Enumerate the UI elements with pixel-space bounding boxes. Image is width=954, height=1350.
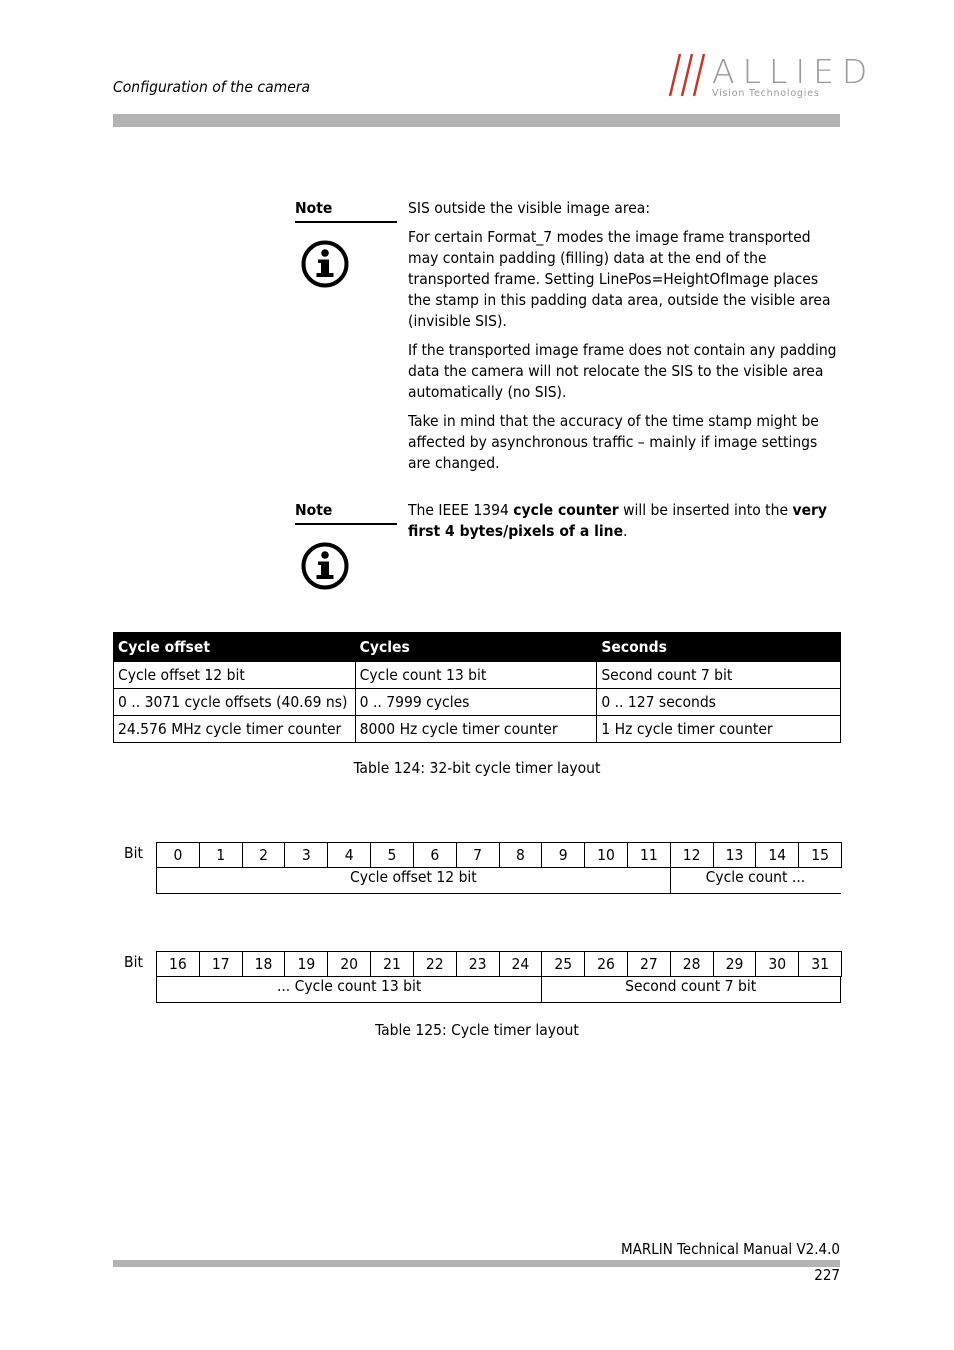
bit-row-label: Bit [124, 953, 143, 971]
table-cell: 0 .. 127 seconds [597, 689, 841, 716]
note-text: . [623, 522, 628, 540]
bit-number-cell: 24 [499, 951, 543, 977]
info-icon [300, 239, 350, 289]
note-paragraph: For certain Format_7 modes the image frame transported may contain padding (filling) data at the end of the transported frame. Setting LinePos=HeightOfImage places the stamp in this padding data area, outside the visible area (invisible SIS). [408, 228, 831, 330]
table-row [114, 662, 841, 689]
bit-number-cell: 13 [713, 842, 757, 868]
note-paragraph: SIS outside the visible image area: [408, 199, 651, 217]
note-text: will be inserted into the [618, 501, 793, 519]
note-paragraph: Take in mind that the accuracy of the time stamp might be affected by asynchronous traffic – mainly if image settings are changed. [408, 412, 819, 472]
note-rule [295, 523, 397, 525]
footer-manual-title: MARLIN Technical Manual V2.4.0 [621, 1240, 840, 1258]
table-cell: 1 Hz cycle timer counter [597, 716, 841, 743]
bit-layout-block-2 [156, 951, 841, 1007]
logo-slashes-icon [668, 52, 712, 100]
bit-number-cell: 0 [156, 842, 200, 868]
bit-number-cell: 3 [284, 842, 328, 868]
note-label: Note [295, 501, 333, 519]
note-emphasis: very first 4 bytes/pixels of a line [408, 501, 828, 540]
header-bar [113, 114, 840, 127]
bit-number-cell: 30 [755, 951, 799, 977]
bit-row-label: Bit [124, 844, 143, 862]
bit-number-cell: 11 [627, 842, 671, 868]
bit-number-cell: 14 [755, 842, 799, 868]
table-cell: Cycle count 13 bit [355, 662, 597, 689]
bit-number-cell: 5 [370, 842, 414, 868]
logo-subtext: Vision Technologies [712, 88, 820, 99]
bit-number-cell: 9 [541, 842, 585, 868]
bit-number-cell: 6 [413, 842, 457, 868]
bit-number-cell: 1 [199, 842, 243, 868]
bit-number-cell: 16 [156, 951, 200, 977]
bit-number-cell: 8 [499, 842, 543, 868]
note-rule [295, 221, 397, 223]
table-cell: 0 .. 3071 cycle offsets (40.69 ns) [114, 689, 356, 716]
table-cell: 0 .. 7999 cycles [355, 689, 597, 716]
table-row [114, 716, 841, 743]
note-text: The IEEE 1394 [408, 501, 514, 519]
note-body [408, 500, 840, 550]
bit-field-cell: ... Cycle count 13 bit [156, 976, 542, 1003]
footer-bar [113, 1260, 840, 1267]
bit-number-cell: 12 [670, 842, 714, 868]
table-caption: Table 124: 32-bit cycle timer layout [353, 759, 601, 777]
section-title: Configuration of the camera [113, 78, 311, 96]
note-label: Note [295, 199, 333, 217]
bit-number-cell: 23 [456, 951, 500, 977]
bit-number-cell: 22 [413, 951, 457, 977]
bit-number-cell: 7 [456, 842, 500, 868]
table-cell: 24.576 MHz cycle timer counter [114, 716, 356, 743]
table-cell: 8000 Hz cycle timer counter [355, 716, 597, 743]
note-body [408, 198, 840, 482]
table-cell: Second count 7 bit [597, 662, 841, 689]
bit-number-cell: 28 [670, 951, 714, 977]
company-logo [668, 52, 876, 100]
bit-field-cell: Cycle offset 12 bit [156, 867, 671, 894]
bit-layout-block-1 [156, 842, 841, 898]
bit-number-cell: 29 [713, 951, 757, 977]
bit-number-cell: 27 [627, 951, 671, 977]
bit-number-cell: 4 [327, 842, 371, 868]
cycle-timer-table [113, 632, 841, 743]
bit-number-cell: 26 [584, 951, 628, 977]
table-header-cell: Cycles [355, 633, 597, 662]
bit-number-cell: 31 [798, 951, 842, 977]
note-paragraph: If the transported image frame does not contain any padding data the camera will not relocate the SIS to the visible area automatically (no SIS). [408, 341, 837, 401]
bit-number-cell: 2 [242, 842, 286, 868]
logo-word: ALLIED [712, 52, 876, 91]
bit-number-cell: 18 [242, 951, 286, 977]
bit-number-cell: 21 [370, 951, 414, 977]
table-caption: Table 125: Cycle timer layout [375, 1021, 579, 1039]
bit-field-cell: Cycle count ... [670, 867, 841, 894]
bit-number-cell: 15 [798, 842, 842, 868]
table-header-row [114, 633, 841, 662]
page-number: 227 [814, 1266, 840, 1284]
bit-field-cell: Second count 7 bit [541, 976, 841, 1003]
bit-number-cell: 19 [284, 951, 328, 977]
table-row [114, 689, 841, 716]
table-header-cell: Cycle offset [114, 633, 356, 662]
table-header-cell: Seconds [597, 633, 841, 662]
note-emphasis: cycle counter [513, 501, 619, 519]
table-cell: Cycle offset 12 bit [114, 662, 356, 689]
info-icon [300, 541, 350, 591]
bit-number-cell: 25 [541, 951, 585, 977]
bit-number-cell: 17 [199, 951, 243, 977]
bit-number-cell: 20 [327, 951, 371, 977]
bit-number-cell: 10 [584, 842, 628, 868]
